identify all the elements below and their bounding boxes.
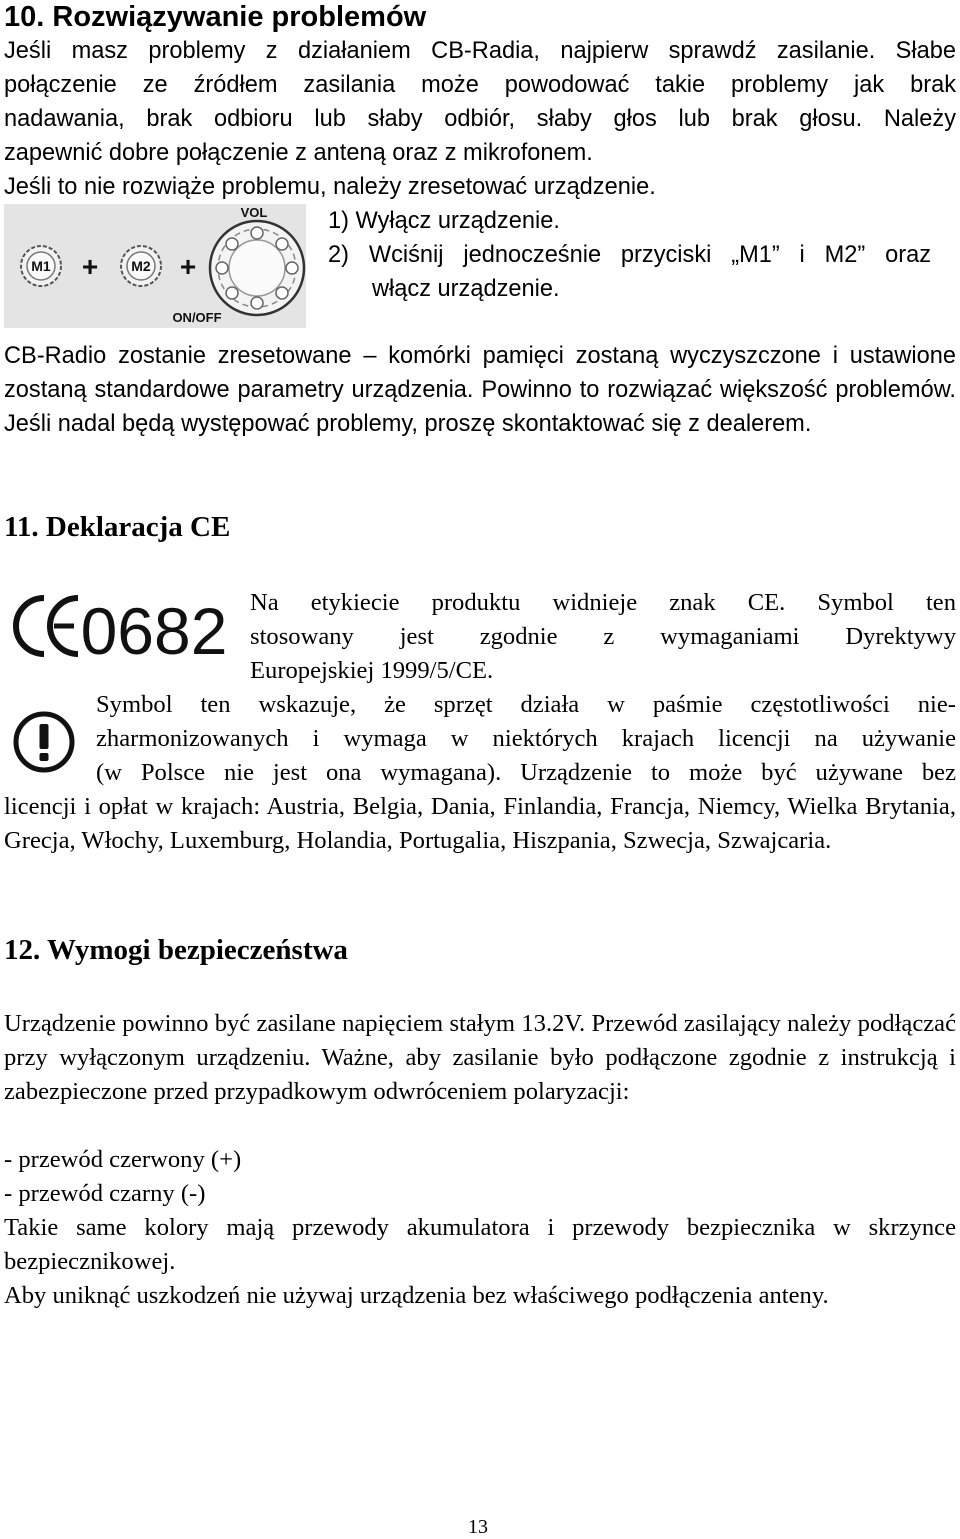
black-wire-item: - przewód czarny (-) xyxy=(4,1180,206,1207)
text-line: Symbol ten wskazuje, że sprzęt działa w paśmie częstotliwości nie- xyxy=(96,691,956,718)
m2-button-icon xyxy=(121,246,161,286)
section-11-heading: 11. Deklaracja CE xyxy=(4,511,231,543)
licence-countries-paragraph: licencji i opłat w krajach: Austria, Belgia, Dania, Finlandia, Francja, Niemcy, Wielka Brytania, Grecja, Włochy, Luxemburg, Holandia, Portugalia, Hiszpania, Szwecja, Szwajcaria. xyxy=(4,793,956,854)
section-12-heading: 12. Wymogi bezpieczeństwa xyxy=(4,934,348,966)
red-wire-item: - przewód czerwony (+) xyxy=(4,1146,242,1173)
reset-buttons-figure xyxy=(4,204,306,328)
text-line: Europejskiej 1999/5/CE. xyxy=(250,657,494,684)
m2-label: M2 xyxy=(131,258,151,274)
text-line: zapewnić dobre połączenie z anteną oraz z mikrofonem. xyxy=(4,140,593,166)
notified-body-number: 0682 xyxy=(80,594,228,662)
onoff-label: ON/OFF xyxy=(172,310,222,325)
plus-sign: + xyxy=(81,251,99,282)
power-supply-paragraph: Urządzenie powinno być zasilane napięciem stałym 13.2V. Przewód zasilający należy podłączać przy wyłączonym urządzeniu. Ważne, aby zasilanie było podłączone zgodnie z instrukcją i zabezpieczone przed przypadkowym odwróceniem polaryzacji: xyxy=(4,1010,956,1105)
text-line: zharmonizowanych i wymaga w niektórych krajach licencji na używanie xyxy=(96,725,956,752)
vol-label: VOL xyxy=(240,205,268,220)
troubleshooting-intro xyxy=(4,34,956,204)
antenna-paragraph: Aby uniknąć uszkodzeń nie używaj urządzenia bez właściwego podłączenia anteny. xyxy=(4,1282,829,1309)
ce-mark-logo xyxy=(12,590,232,662)
exclamation-circle-icon xyxy=(12,710,76,774)
volume-knob-icon xyxy=(210,221,304,315)
reset-result-paragraph: CB-Radio zostanie zresetowane – komórki pamięci zostaną wyczyszczone i ustawione zostaną standardowe parametry urządzenia. Powinno to rozwiązać większość problemów. Jeśli nadal będą występować problemy, proszę skontaktować się z dealerem. xyxy=(4,343,956,437)
ce-mark-icon xyxy=(12,590,232,662)
text-line: nadawania, brak odbioru lub słaby odbiór, słaby głos lub brak głosu. Należy xyxy=(4,106,956,132)
page-number: 13 xyxy=(468,1516,488,1538)
warning-symbol xyxy=(12,710,76,774)
text-line: Jeśli masz problemy z działaniem CB-Radia, najpierw sprawdź zasilanie. Słabe xyxy=(4,38,956,64)
text-line: połączenie ze źródłem zasilania może powodować takie problemy jak brak xyxy=(4,72,956,98)
m1-label: M1 xyxy=(31,258,51,274)
reset-step-1: 1) Wyłącz urządzenie. xyxy=(328,208,560,234)
warning-description xyxy=(96,688,956,790)
m1-button-icon xyxy=(21,246,61,286)
section-10-heading: 10. Rozwiązywanie problemów xyxy=(4,1,427,33)
text-line: Jeśli to nie rozwiąże problemu, należy zresetować urządzenie. xyxy=(4,174,656,200)
reset-step-2: 2) Wciśnij jednocześnie przyciski „M1” i M2” oraz xyxy=(328,242,931,268)
plus-sign: + xyxy=(179,251,197,282)
battery-wires-paragraph: Takie same kolory mają przewody akumulatora i przewody bezpiecznika w skrzynce bezpiecznikowej. xyxy=(4,1214,956,1275)
text-line: stosowany jest zgodnie z wymaganiami Dyrektywy xyxy=(250,623,956,650)
text-line: Na etykiecie produktu widnieje znak CE. Symbol ten xyxy=(250,589,956,616)
reset-step-2-continued: włącz urządzenie. xyxy=(372,276,560,302)
ce-mark-description xyxy=(250,586,956,688)
reset-buttons-illustration xyxy=(4,204,306,328)
text-line: (w Polsce nie jest ona wymagana). Urządzenie to może być używane bez xyxy=(96,759,956,786)
